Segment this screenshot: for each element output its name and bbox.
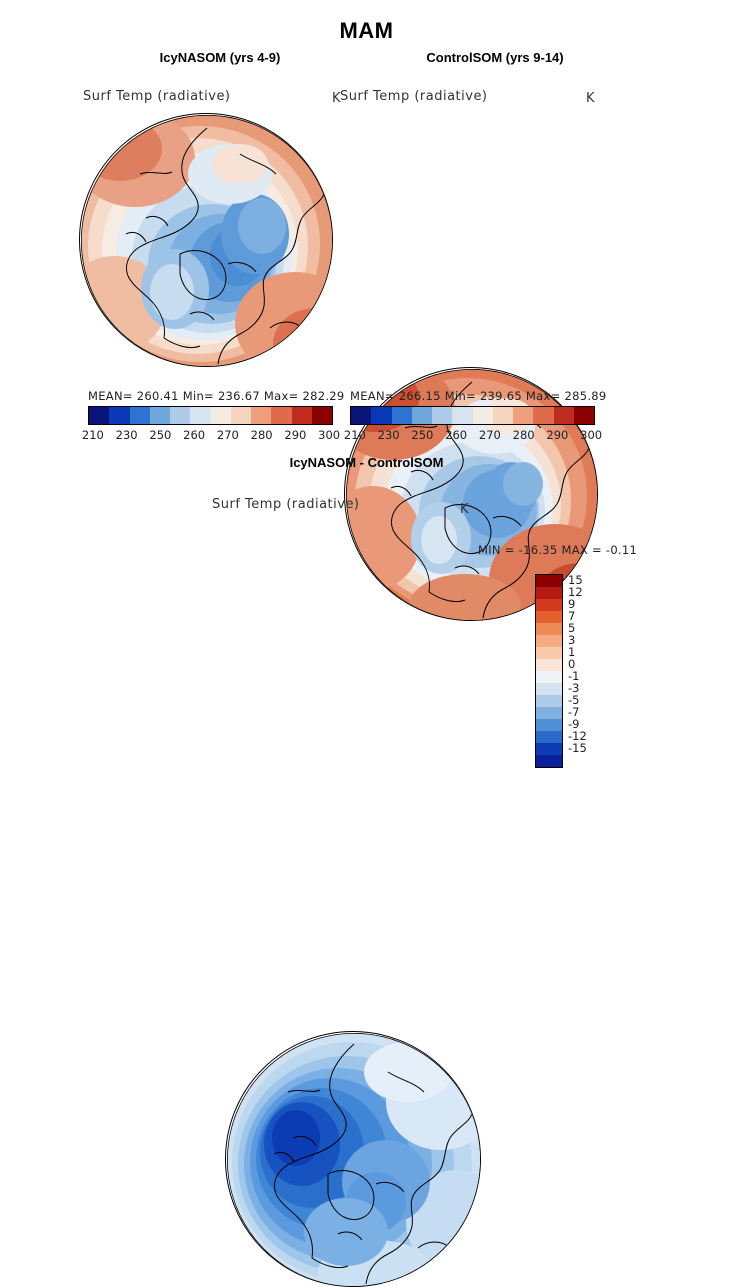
tick-label: -9 (568, 717, 580, 731)
colorbar-controlsom (350, 406, 595, 425)
tick-label: 300 (580, 428, 603, 442)
unit-label-left: K (332, 91, 341, 106)
stats-difference: MIN = -16.35 MAX = -0.11 (478, 543, 638, 557)
tick-label: 300 (318, 428, 341, 442)
page-title: MAM (339, 18, 394, 43)
map-svg-left (80, 114, 333, 367)
colorbar-labels-diff (568, 574, 587, 754)
panel-title-controlsom: ControlSOM (yrs 9-14) (426, 50, 564, 65)
unit-label-diff: K (460, 502, 469, 517)
map-icynasom (79, 113, 333, 367)
map-svg-diff (226, 1032, 481, 1287)
tick-label: 0 (568, 657, 576, 671)
tick-label: 1 (568, 645, 576, 659)
tick-label: 210 (343, 428, 366, 442)
tick-label: 12 (568, 585, 583, 599)
tick-label: -3 (568, 681, 580, 695)
tick-label: 9 (568, 597, 576, 611)
tick-label: 270 (478, 428, 501, 442)
colorbar-icynasom (88, 406, 333, 425)
tick-label: 210 (81, 428, 104, 442)
stats-icynasom: MEAN= 260.41 Min= 236.67 Max= 282.29 (88, 389, 345, 403)
tick-label: 290 (546, 428, 569, 442)
stats-controlsom: MEAN= 266.15 Min= 239.65 Max= 285.89 (350, 389, 607, 403)
panel-title-icynasom: IcyNASOM (yrs 4-9) (159, 50, 281, 65)
tick-label: -15 (568, 741, 587, 755)
tick-label: 230 (115, 428, 138, 442)
tick-label: -5 (568, 693, 580, 707)
tick-label: -1 (568, 669, 580, 683)
colorbar-swatches-diff (535, 574, 563, 768)
colorbar-difference (535, 574, 561, 768)
tick-label: 230 (377, 428, 400, 442)
tick-label: 250 (149, 428, 172, 442)
colorbar-ticks-right (338, 428, 608, 442)
colorbar-swatches-right (350, 406, 595, 425)
unit-label-right: K (586, 91, 595, 106)
tick-label: 260 (445, 428, 468, 442)
tick-label: 280 (512, 428, 535, 442)
map-difference (225, 1031, 481, 1287)
panel-title-difference: IcyNASOM - ControlSOM (289, 455, 444, 470)
colorbar-ticks-left (76, 428, 346, 442)
tick-label: -12 (568, 729, 587, 743)
tick-label: 250 (411, 428, 434, 442)
tick-label: 280 (250, 428, 273, 442)
variable-label-right: Surf Temp (radiative) (340, 89, 488, 104)
tick-label: 7 (568, 609, 576, 623)
variable-label-left: Surf Temp (radiative) (83, 89, 231, 104)
tick-label: 3 (568, 633, 576, 647)
tick-label: 270 (216, 428, 239, 442)
tick-label: 260 (183, 428, 206, 442)
tick-label: 15 (568, 573, 583, 587)
tick-label: -7 (568, 705, 580, 719)
variable-label-diff: Surf Temp (radiative) (212, 497, 360, 512)
colorbar-swatches-left (88, 406, 333, 425)
tick-label: 290 (284, 428, 307, 442)
tick-label: 5 (568, 621, 576, 635)
